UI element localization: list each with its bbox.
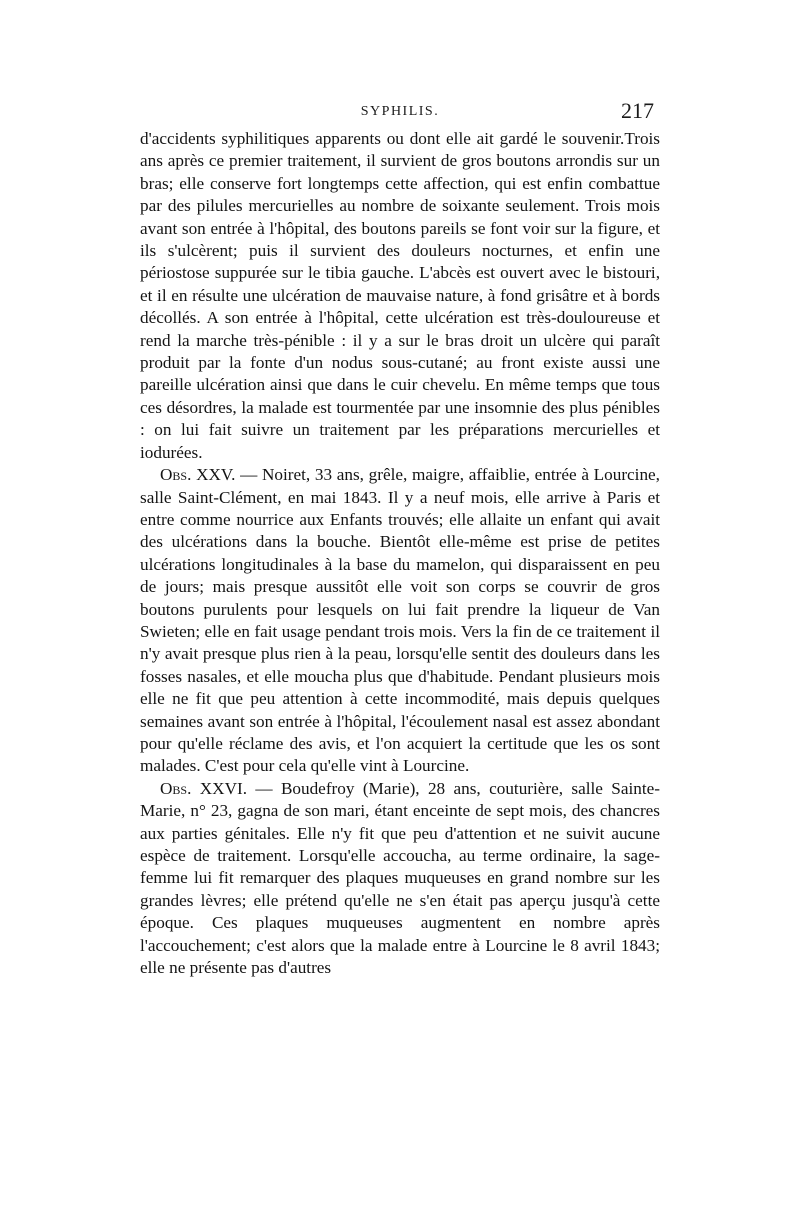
- paragraph-text: — Noiret, 33 ans, grêle, maigre, affaiblie, entrée à Lourcine, salle Saint-Clément, en mai 1843. Il y a neuf mois, elle arrive à Paris et entre comme nourrice aux Enfants trouvés; elle allaite un enfant qui avait des ulcérations dans la bouche. Bientôt elle-même est prise de petites ulcérations longitudinales à la base du mamelon, qui disparaissent en peu de jours; mais presque aussitôt elle voit son corps se couvrir de gros boutons purulents pour lesquels on lui fait prendre la liqueur de Van Swieten; elle en fait usage pendant trois mois. Vers la fin de ce traitement il n'y avait presque plus rien à la peau, lorsqu'elle sentit des douleurs dans les fosses nasales, et elle moucha plus que d'habitude. Pendant plusieurs mois elle ne fit que peu attention à cette incommodité, mais depuis quelques semaines avant son entrée à l'hôpital, l'écoulement nasal est assez abondant pour qu'elle réclame des avis, et l'on acquiert la certitude que les os sont malades. C'est pour cela qu'elle vint à Lourcine.: [140, 465, 660, 776]
- page-header: [140, 98, 660, 128]
- observation-label: Obs. XXV.: [160, 465, 236, 485]
- paragraph-text: — Boudefroy (Marie), 28 ans, couturière, salle Sainte-Marie, n° 23, gagna de son mari, étant enceinte de sept mois, des chancres aux parties génitales. Elle n'y fit que peu d'attention et ne suivit aucune espèce de traitement. Lorsqu'elle accoucha, au terme ordinaire, la sage-femme lui fit remarquer des plaques muqueuses en grand nombre sur les grandes lèvres; elle prétend qu'elle ne s'en était pas aperçu jusqu'à cette époque. Ces plaques muqueuses augmentent en nombre après l'accouchement; c'est alors que la malade entre à Lourcine le 8 avril 1843; elle ne présente pas d'autres: [140, 778, 660, 978]
- paragraph-continuation: [140, 128, 660, 464]
- page-number: 217: [621, 98, 654, 123]
- paragraph-obs-25: [140, 464, 660, 778]
- body-text: [140, 128, 660, 979]
- running-head: SYPHILIS.: [360, 104, 440, 119]
- paragraph-text: d'accidents syphilitiques apparents ou dont elle ait gardé le souvenir.Trois ans après ce premier traitement, il survient de gros boutons arrondis sur un bras; elle conserve fort longtemps cette affection, qui est enfin combattue par des pilules mercurielles au nombre de soixante seulement. Trois mois avant son entrée à l'hôpital, des boutons pareils se font voir sur la figure, et ils s'ulcèrent; puis il survient des douleurs nocturnes, et enfin une périostose suppurée sur le tibia gauche. L'abcès est ouvert avec le bistouri, et il en résulte une ulcération de mauvaise nature, à fond grisâtre et à bords décollés. A son entrée à l'hôpital, cette ulcération est très-douloureuse et rend la marche très-pénible : il y a sur le bras droit un ulcère qui paraît produit par la fonte d'un nodus sous-cutané; au front existe aussi une pareille ulcération ainsi que dans le cuir chevelu. En même temps que tous ces désordres, la malade est tourmentée par une insomnie des plus pénibles : on lui fait suivre un traitement par les préparations mercurielles et iodurées.: [140, 129, 660, 462]
- paragraph-obs-26: [140, 778, 660, 980]
- observation-label: Obs. XXVI.: [160, 778, 248, 798]
